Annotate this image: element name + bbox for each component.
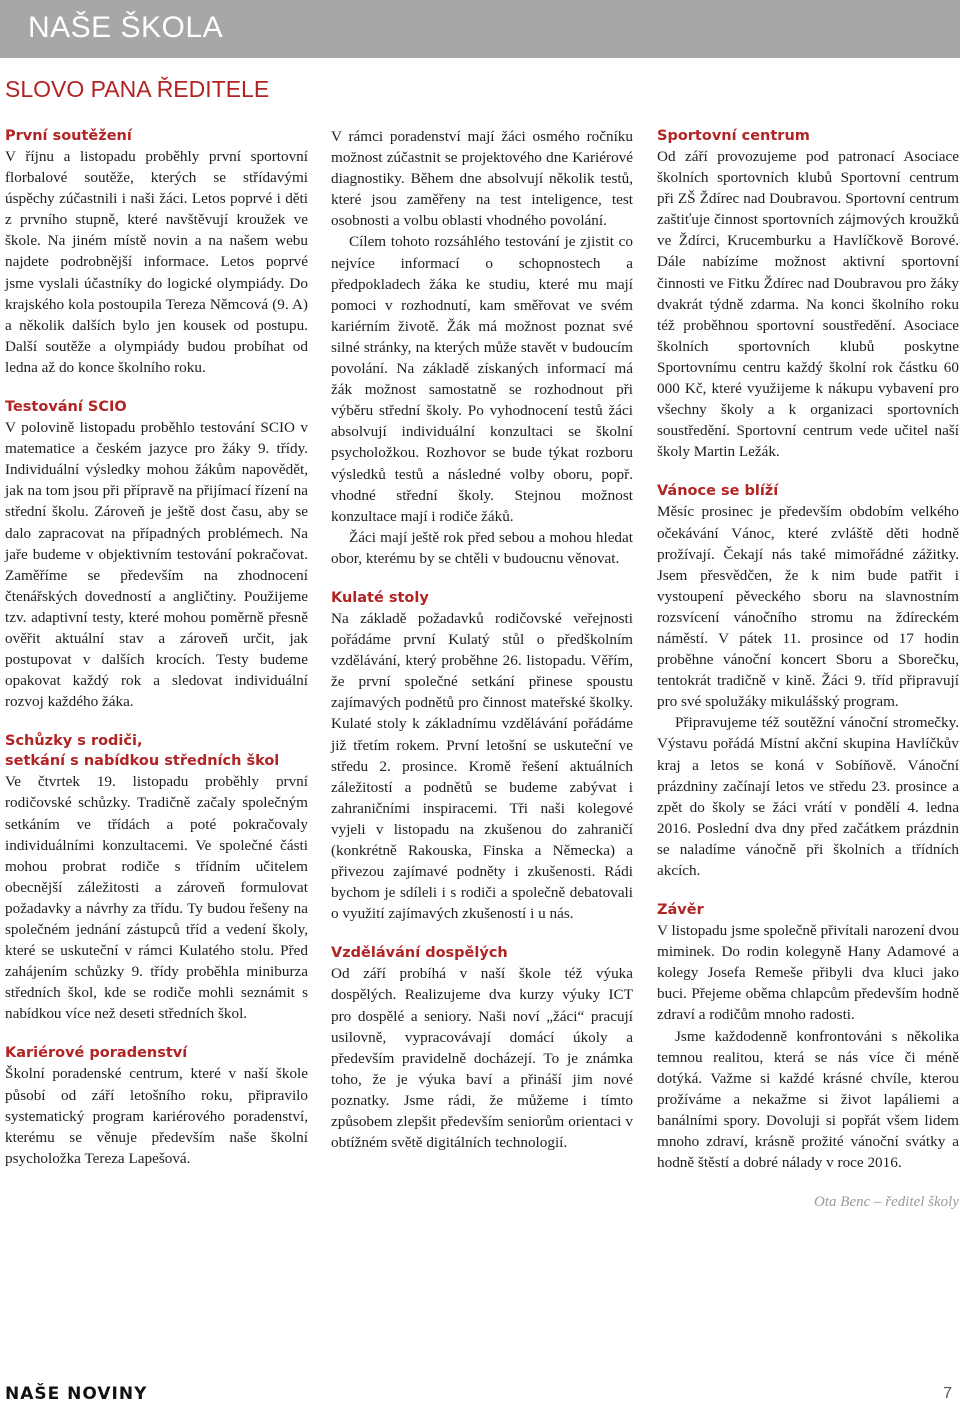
article-section bbox=[5, 126, 308, 378]
article-column-3 bbox=[657, 126, 959, 1213]
section-heading bbox=[657, 900, 959, 920]
section-heading bbox=[5, 731, 308, 771]
section-heading bbox=[5, 126, 308, 146]
section-heading bbox=[5, 397, 308, 417]
article-section bbox=[5, 731, 308, 1024]
article-section bbox=[331, 588, 633, 924]
paragraph: Od září probíhá v naší škole též výuka dospělých. Realizujeme dva kurzy výuky ICT pro dospělé a seniory. Naši noví „žáci“ pracují usilovně, vypracovávají domácí úkoly a především pravidelně docházejí. To je známka toho, že je výuka baví a přináší jim nové poznatky. Jsme rádi, že můžeme i tímto způsobem zlepšit především seniorům orientaci v obtížném světě digitálních technologií. bbox=[331, 965, 633, 1152]
section-heading-line: Schůzky s rodiči, bbox=[5, 733, 143, 750]
paragraph: Od září provozujeme pod patronací Asociace školních sportovních klubů Sportovní centrum při ZŠ Ždírec nad Doubravou. Sportovní centrum zaštiťuje činnost sportovních zájmových kroužků ve Ždírci, Krucemburku a Havlíčkově Borové. Dále nabízíme možnost aktivní sportovní činnosti ve Fitku Ždírec nad Doubravou pro žáky dvakrát týdně zdarma. Na konci školního roku též proběhnou sportovní soustředění. Asociace školních sportovních klubů poskytne Sportovnímu centru každý školní rok částku 60 000 Kč, které využijeme k nákupu vybavení pro všechny školy a k organizaci sportovních soustředění. Sportovní centrum vede učitel naší školy Martin Ležák. bbox=[657, 148, 959, 461]
paragraph: V říjnu a listopadu proběhly první sportovní florbalové soutěže, kterých se střídavými úspěchy zúčastnili i naši žáci. Letos poprvé i děti z prvního stupně, které navštěvují kroužek ve škole. Na jiném místě novin a na našem webu najdete podrobnější informace. Letos poprvé jsme vyslali účastníky do logické olympiády. Do krajského kola postoupila Tereza Němcová (9. A) a několik dalších bylo jen kousek od postupu. Další soutěže a olympiády budou probíhat od ledna až do konce školního roku. bbox=[5, 148, 308, 376]
section-heading bbox=[657, 481, 959, 501]
section-heading-line: Závěr bbox=[657, 902, 704, 919]
paragraph: Školní poradenské centrum, které v naší škole působí od září letošního roku, připravilo systematický program kariérového poradenství, kterému se věnuje především naše školní psycholožka Tereza Lapešová. bbox=[5, 1065, 308, 1167]
page-number: 7 bbox=[943, 1385, 952, 1402]
section-header-band bbox=[0, 0, 960, 58]
section-heading-line: Kariérové poradenství bbox=[5, 1045, 188, 1062]
section-heading bbox=[657, 126, 959, 146]
newspaper-logo: NAŠE NOVINY bbox=[5, 1384, 148, 1404]
section-heading bbox=[331, 943, 633, 963]
section-heading-line: Vánoce se blíží bbox=[657, 483, 779, 500]
paragraph: V polovině listopadu proběhlo testování SCIO v matematice a českém jazyce pro žáky 9. třídy. Individuální výsledky mohou žákům napovědět, jak na tom jsou při přípravě na přijímací řízení na střední školu. Zároveň je ještě dost času, aby se dalo zapracovat na případných problémech. Na jaře budeme v objektivním testování pokračovat. Zaměříme se především na zhodnocení čtenářských dovedností a angličtiny. Použijeme tzv. adaptivní testy, které mohou poměrně přesně ověřit aktuální stav a zároveň určit, jak postupovat v dalších krocích. Testy budeme opakovat každý rok a sledovat individuální rozvoj každého žáka. bbox=[5, 419, 308, 711]
article-section bbox=[331, 126, 633, 569]
author-signature: Ota Benc – ředitel školy bbox=[814, 1194, 959, 1211]
section-heading bbox=[331, 588, 633, 608]
article-column-1 bbox=[5, 126, 308, 1188]
article-section bbox=[657, 900, 959, 1173]
paragraph: Jsme každodenně konfrontováni s několika temnou realitou, která se nás více či méně dotýká. Važme si každé krásné chvíle, kterou prožíváme a nekažme si život lapáliemi a banálními spory. Dovoluji si popřát všem lidem mnoho zdraví, krásně prožité vánoční svátky a hodně štěstí a dobré nálady v roce 2016. bbox=[657, 1027, 959, 1172]
article-section bbox=[657, 126, 959, 462]
paragraph: Na základě požadavků rodičovské veřejnosti pořádáme první Kulatý stůl o předškolním vzdělávání, který proběhne 26. listopadu. Věřím, že první společné setkání přinese spoustu zajímavých podnětů pro činnost mateřské školky. Kulaté stoly k základnímu vzdělávání pořádáme již třetím rokem. První letošní se uskuteční ve středu 2. prosince. Kromě řešení aktuálních záležitostí a podnětů se budeme zabývat i zahraničními inspiracemi. Tři naši kolegové vyjeli v listopadu na zkušenou do zahraničí (konkrétně Rakouska, Finska a Německa) a přivezou zajímavé podněty i zkušenosti. Rádi bychom je sdíleli i s rodiči a společně debatovali o využití zajímavých zkušeností i u nás. bbox=[331, 609, 633, 923]
section-heading-line: Vzdělávání dospělých bbox=[331, 945, 508, 962]
paragraph: Cílem tohoto rozsáhlého testování je zjistit co nejvíce informací o schopnostech a předpokladech žáka ke studiu, které mu mají pomoci v rozhodnutí, kam směřovat ve svém kariérním životě. Žák má možnost poznat své silné stránky, na kterých může stavět v budoucím povolání. Na základě získaných informací má žák možnost samostatně se rozhodnout při výběru střední školy. Po vyhodnocení testů žáci absolvují individuální konzultaci se školní psycholožkou. Rozhovor se bude týkat rozboru výsledků testů a následné volby oboru, popř. vhodné střední školy. Stejnou možnost konzultace mají i rodiče žáků. bbox=[331, 233, 633, 525]
paragraph: V rámci poradenství mají žáci osmého ročníku možnost zúčastnit se projektového dne Kariérové diagnostiky. Během dne absolvují několik testů, které jsou zaměřeny na test inteligence, test osobnosti a volbu oblasti vhodného povolání. bbox=[331, 128, 633, 230]
section-heading-line: Kulaté stoly bbox=[331, 589, 429, 606]
paragraph: Žáci mají ještě rok před sebou a mohou hledat obor, kterému by se chtěli v budoucnu věnovat. bbox=[331, 528, 633, 567]
article-section bbox=[331, 943, 633, 1153]
paragraph: V listopadu jsme společně přivítali narození dvou miminek. Do rodin kolegyně Hany Adamové a kolegy Josefa Remeše přibyli dva kluci jako buci. Přejeme oběma chlapcům především hodně zdraví a rodičům mnoho radosti. bbox=[657, 922, 959, 1024]
section-heading bbox=[5, 1043, 308, 1063]
section-heading-line: První soutěžení bbox=[5, 128, 132, 144]
article-section bbox=[5, 1043, 308, 1168]
paragraph: Připravujeme též soutěžní vánoční stromečky. Výstavu pořádá Místní akční skupina Havlíčkův kraj a letos se koná v Sobíňově. Vánoční prázdniny začínají letos ve středu 23. prosince a zpět do školy se žáci vrátí v pondělí 4. ledna 2016. Poslední dva dny před začátkem prázdnin se naladíme vánočně při školních a třídních akcích. bbox=[657, 714, 959, 879]
paragraph: Ve čtvrtek 19. listopadu proběhly první rodičovské schůzky. Tradičně začaly společným setkáním ve třídách a poté pokračovaly individuálními konzultacemi. Ve společné části mohou probrat rodiče s třídním učitelem obecnější záležitosti a zároveň formulovat požadavky a návrhy za třídu. Ty budou řešeny na společném jednání zástupců tříd a vedení školy, které se uskuteční v rámci Kulatého stolu. Před zahájením schůzky 9. třídy proběhla miniburza středních škol, kde se rodiče mohli seznámit s nabídkou více než deseti středních škol. bbox=[5, 773, 308, 1023]
article-section bbox=[657, 481, 959, 881]
article-column-2 bbox=[331, 126, 633, 1172]
page-title: SLOVO PANA ŘEDITELE bbox=[5, 76, 270, 102]
section-heading-line: setkání s nabídkou středních škol bbox=[5, 753, 280, 770]
section-header-title: NAŠE ŠKOLA bbox=[28, 11, 224, 44]
paragraph: Měsíc prosinec je především obdobím velkého očekávání Vánoc, které zvláště děti hodně prožívají. Čekají nás také mimořádné zážitky. Jsem přesvědčen, že k nim bude patřit i vystoupení pěveckého sboru na slavnostním rozsvícení vánočního stromu na ždíreckém náměstí. V pátek 11. prosince od 17 hodin proběhne vánoční koncert Sboru a Sborečku, tentokrát tradičně v kině. Žáci 9. tříd připravují pro své spolužáky mikulášský program. bbox=[657, 503, 959, 711]
section-heading-line: Testování SCIO bbox=[5, 399, 127, 416]
article-section bbox=[5, 397, 308, 712]
section-heading-line: Sportovní centrum bbox=[657, 128, 810, 144]
